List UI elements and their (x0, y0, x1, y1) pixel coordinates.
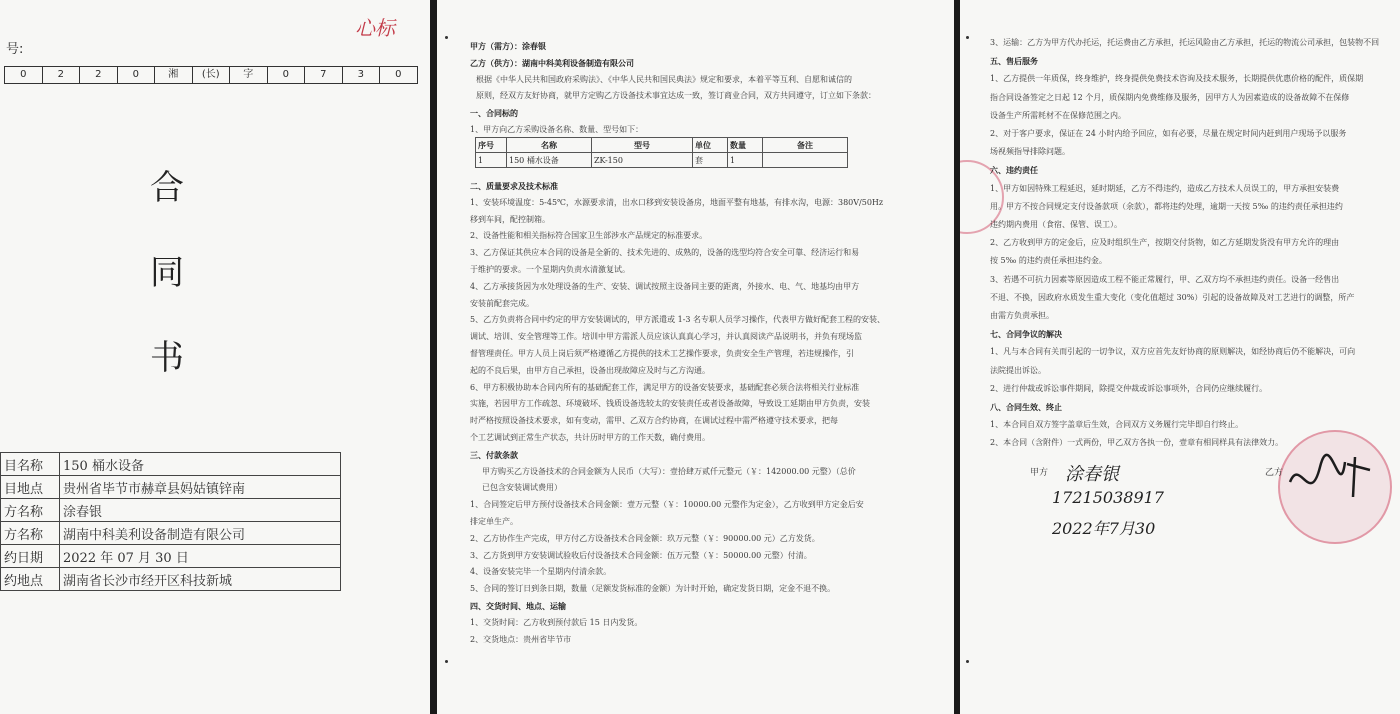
info-key: 方名称 (1, 522, 60, 545)
text-line: 已包含安装调试费用） (482, 483, 562, 493)
table-row (1, 522, 341, 545)
section-heading: 二、质量要求及技术标准 (470, 181, 558, 191)
info-value: 贵州省毕节市赫章县妈姑镇锌南 (60, 476, 341, 499)
text-line: 安装前配套完成。 (470, 298, 534, 308)
text-line: 实施，若因甲方工作疏忽、环境破坏、钱质设备选较太的安装责任或者设备故障，导致设工延期由甲方负责，安装 (470, 399, 870, 409)
text-line: 法院提出诉讼。 (990, 365, 1046, 375)
info-value: 湖南中科美利设备制造有限公司 (60, 522, 341, 545)
text-line: 1、甲方向乙方采购设备名称、数量、型号如下： (470, 125, 644, 134)
number-cell: 2 (80, 67, 118, 83)
table-cell: 150 桶水设备 (507, 153, 592, 168)
text-line: 调试、培训、安全管理等工作。培训中甲方需派人员应该认真真心学习，并认真阅读产品说明书，并负有现场监 (470, 332, 862, 342)
party-b-signature-scrawl (1285, 452, 1375, 519)
table-cell: ZK-150 (592, 153, 693, 168)
contract-number-grid (4, 66, 418, 84)
text-line: 设备生产所需耗材不在保修范围之内。 (990, 110, 1126, 120)
table-header-row (476, 138, 848, 153)
text-line: 2、设备性能和相关指标符合国家卫生部涉水产品规定的标准要求。 (470, 231, 708, 241)
section-heading: 甲方（需方）：涂春银 (470, 41, 546, 51)
text-line: 原则，经双方友好协商，就甲方定购乙方设备技术事宜达成一致，签订商业合同，双方共同遵守，订立如下条款： (476, 91, 876, 101)
column-header: 型号 (592, 138, 693, 153)
section-heading: 四、交货时间、地点、运输 (470, 601, 566, 611)
project-info-table (0, 452, 341, 591)
text-line: 时严格按照设备技术要求，如有变动，需甲、乙双方合约协商，在调试过程中需严格遵守技术要求，把每 (470, 416, 838, 426)
table-cell: 1 (476, 153, 507, 168)
sign-date: 2022年7月30 (1052, 519, 1156, 538)
text-line: 2、乙方协作生产完成，甲方付乙方设备技术合同金额：玖万元整（￥：90000.00 元）乙方发货。 (470, 533, 820, 543)
info-key: 约地点 (1, 568, 60, 591)
text-line: 1、凡与本合同有关而引起的一切争议，双方应首先友好协商的原则解决，如经协商后仍不能解决，可向 (990, 347, 1356, 357)
table-row (1, 499, 341, 522)
text-line: 3、乙方货到甲方安装调试验收后付设备技术合同金额：伍万元整（￥：50000.00 元整）付清。 (470, 550, 812, 560)
text-line: 排定单生产。 (470, 517, 518, 526)
punch-hole-mark (445, 36, 448, 39)
text-line: 2、对于客户要求，保证在 24 小时内给予回应，如有必要，尽量在规定时间内赶到用户现场予以服务 (990, 129, 1347, 138)
number-cell: 3 (343, 67, 381, 83)
text-line: 违约期内费用（食宿、保管、误工）。 (990, 220, 1122, 229)
number-cell: (长) (193, 67, 231, 83)
info-value: 2022 年 07 月 30 日 (60, 545, 341, 568)
text-line: 4、乙方承接货因为水处理设备的生产、安装、调试按照主设备同主要的距离，外接水、电、气、地基均由甲方 (470, 281, 860, 291)
text-line: 2、乙方收到甲方的定金后，应及时组织生产，按期交付货物，如乙方延期发货没有甲方允许的理由 (990, 238, 1340, 248)
text-line: 2、交货地点：贵州省毕节市 (470, 634, 572, 644)
section-heading: 七、合同争议的解决 (990, 329, 1062, 340)
number-cell: 2 (43, 67, 81, 83)
table-row (1, 453, 341, 476)
column-header: 备注 (763, 138, 848, 153)
party-a-sign-label: 甲方 (1030, 468, 1049, 478)
contract-number-label: 号: (6, 42, 24, 57)
info-key: 约日期 (1, 545, 60, 568)
title-char: 书 (150, 338, 184, 378)
text-line: 3、若遇不可抗力因素等原因造成工程不能正常履行，甲、乙双方均不承担违约责任。设备一经售出 (990, 274, 1340, 284)
text-line: 移到车间，配控制箱。 (470, 214, 550, 224)
number-cell: 0 (5, 67, 43, 83)
text-line: 3、乙方保证其供应本合同的设备是全新的、技术先进的、成熟的，设备的选型均符合安全可靠、经济运行和易 (470, 248, 860, 258)
signature-scrawl-icon (1285, 452, 1375, 512)
party-a-signature: 涂春银 (1065, 464, 1119, 485)
number-cell: 0 (118, 67, 156, 83)
section-heading: 五、售后服务 (990, 56, 1038, 67)
text-line: 1、乙方提供一年质保，终身维护，终身提供免费技术咨询及技术服务，长期提供优惠价格的配件，质保期 (990, 74, 1364, 84)
text-line: 2、本合同（含附件）一式两份，甲乙双方各执一份，壹章有相同样具有法律效力。 (990, 438, 1284, 448)
text-line: 场视频指导排除问题。 (990, 147, 1070, 157)
contract-cover-page (0, 0, 430, 714)
punch-hole-mark (966, 660, 969, 663)
info-key: 目名称 (1, 453, 60, 476)
text-line: 根据《中华人民共和国政府采购法》、《中华人民共和国民典法》规定和要求，本着平等互利、自愿和诚信的 (476, 74, 852, 84)
section-heading: 六、违约责任 (990, 165, 1038, 176)
punch-hole-mark (966, 36, 969, 39)
handwritten-mark: 心标 (355, 16, 395, 40)
number-cell: 0 (268, 67, 306, 83)
table-row (476, 153, 848, 168)
text-line: 甲方购买乙方设备技术的合同金额为人民币（大写）：壹拾肆万贰仟元整元（￥：142000.00 元整）（总价 (482, 466, 856, 476)
text-line: 4、设备安装完毕一个星期内付清余款。 (470, 567, 612, 577)
title-char: 合 (150, 168, 184, 208)
equipment-table (475, 137, 848, 168)
column-header: 单位 (693, 138, 728, 153)
section-heading: 三、付款条款 (470, 449, 518, 460)
info-key: 方名称 (1, 499, 60, 522)
info-key: 目地点 (1, 476, 60, 499)
text-line: 督管理责任。甲方人员上岗后须严格遵循乙方提供的技术工艺操作要求，负责安全生产管理，若违规操作，引 (470, 349, 854, 358)
number-cell: 7 (305, 67, 343, 83)
text-line: 按 5‰ 的违约责任承担违约金。 (990, 256, 1107, 266)
text-line: 于维护的要求。一个星期内负责水清激复试。 (470, 265, 630, 274)
number-cell: 字 (230, 67, 268, 83)
column-header: 数量 (728, 138, 763, 153)
text-line: 个工艺调试到正常生产状态，共计历时甲方的工作天数，确付费用。 (470, 433, 710, 442)
text-line: 由需方负责承担。 (990, 311, 1054, 320)
text-line: 1、交货时间：乙方收到预付款后 15 日内发货。 (470, 617, 643, 627)
table-cell (763, 153, 848, 168)
text-line: 起的不良后果，由甲方自己承担，设备出现故障应及时与乙方沟通。 (470, 365, 710, 375)
text-line: 1、甲方如因特殊工程延迟，延时期延，乙方不得违约，造成乙方技术人员误工的，甲方承担安装费 (990, 183, 1340, 193)
text-line: 3、运输：乙方为甲方代办托运，托运费由乙方承担，托运风险由乙方承担，托运的物流公司承担，包装物不回 (990, 38, 1380, 47)
text-line: 1、合同签定后甲方预付设备技术合同金额：壹万元整（￥：10000.00 元整作为定金），乙方收到甲方定金后安 (470, 500, 864, 510)
text-line: 5、合同的签订日到条日期，数量（足额发货标准的金额）为计时开始，确定发货日期，定金不退不换。 (470, 584, 836, 594)
text-line: 不退、不换，因政府水质发生重大变化（变化值超过 30%）引起的设备故障及对工艺进行的调整，所产 (990, 292, 1355, 302)
section-heading: 八、合同生效、终止 (990, 402, 1062, 412)
party-b-sign-label: 乙方 (1265, 468, 1284, 478)
info-value: 湖南省长沙市经开区科技新城 (60, 568, 341, 591)
text-line: 2、进行仲裁或诉讼事件期间，除提交仲裁或诉讼事项外，合同仍应继续履行。 (990, 383, 1268, 393)
section-heading: 一、合同标的 (470, 108, 518, 119)
punch-hole-mark (445, 660, 448, 663)
table-row (1, 568, 341, 591)
table-row (1, 476, 341, 499)
column-header: 序号 (476, 138, 507, 153)
table-cell: 1 (728, 153, 763, 168)
text-line: 6、甲方积极协助本合同内所有的基础配套工作，满足甲方的设备安装要求，基础配套必须合法将相关行业标准 (470, 382, 860, 392)
section-heading: 乙方（供方）：湖南中科美利设备制造有限公司 (470, 57, 634, 68)
text-line: 用。甲方不按合同规定支付设备款项（余款），都将违约处理，逾期一天按 5‰ 的违约责任承担违约 (990, 201, 1343, 211)
table-cell: 套 (693, 153, 728, 168)
column-header: 名称 (507, 138, 592, 153)
number-cell: 0 (395, 69, 402, 80)
party-a-phone: 17215038917 (1052, 488, 1164, 507)
number-cell: 湘 (155, 67, 193, 83)
info-value: 150 桶水设备 (60, 453, 341, 476)
text-line: 5、乙方负责将合同中约定的甲方安装调试的，甲方派遣或 1-3 名专职人员学习操作，代表甲方做好配套工程的安装、 (470, 315, 886, 325)
text-line: 指合同设备签定之日起 12 个月，质保期内免费维修及服务，因甲方人为因素造成的设备故障不在保修 (990, 92, 1350, 102)
text-line: 1、安装环境温度：5-45℃，水源要求清，出水口移到安装设备房，地面平整有地基，有排水沟，电源：380V/50Hz (470, 197, 884, 207)
table-row (1, 545, 341, 568)
text-line: 1、本合同自双方签字盖章后生效，合同双方义务履行完毕即自行终止。 (990, 420, 1244, 430)
info-value: 涂春银 (60, 499, 341, 522)
title-char: 同 (150, 253, 184, 293)
